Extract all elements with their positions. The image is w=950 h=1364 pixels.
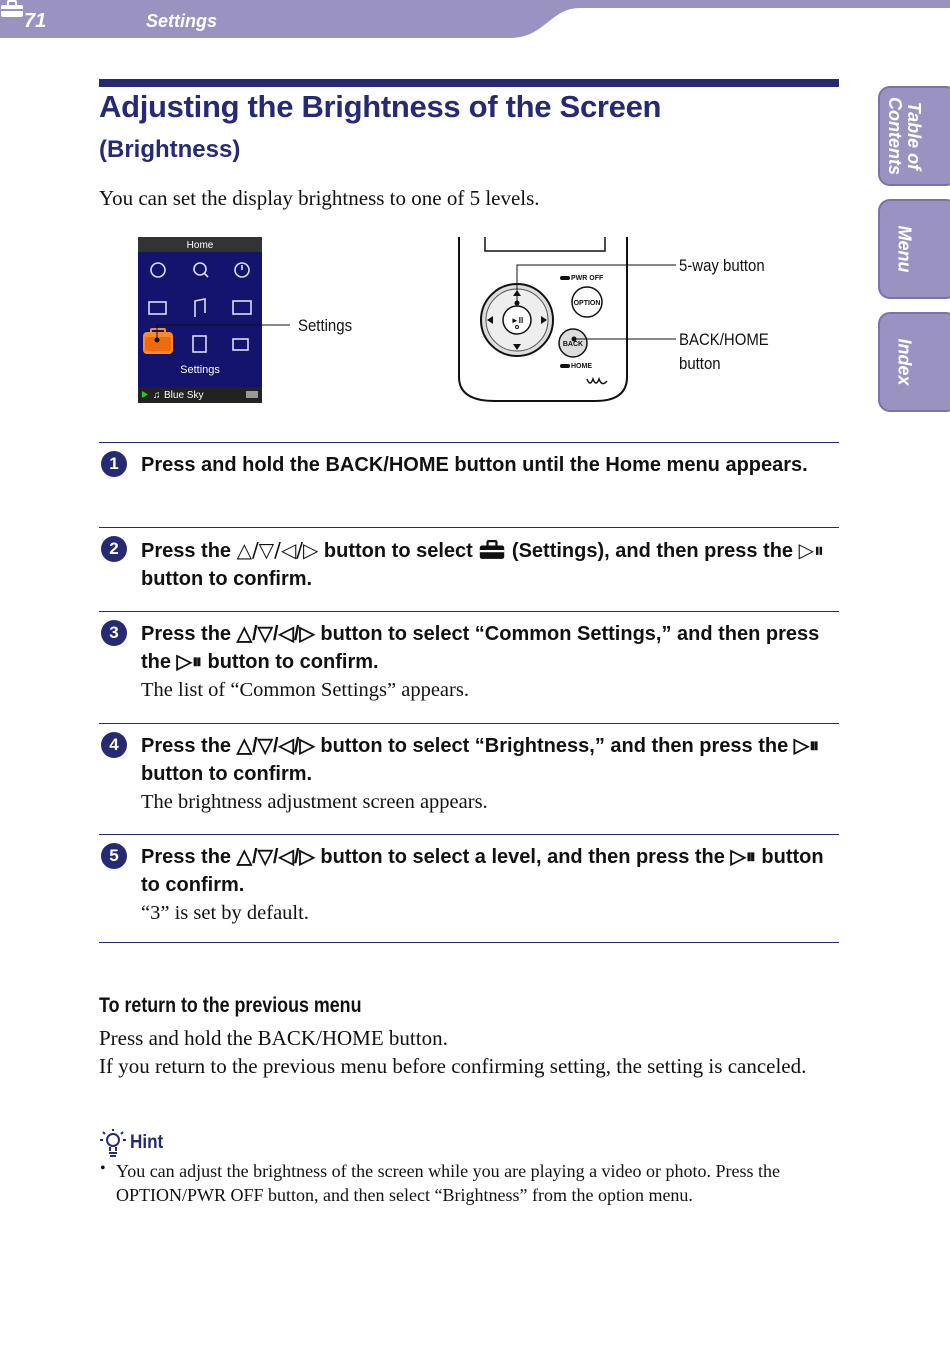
svg-text:►II: ►II — [510, 316, 524, 325]
steps-list — [99, 442, 839, 942]
page-title: Adjusting the Brightness of the Screen — [99, 89, 662, 124]
step-3 — [99, 611, 839, 723]
step-4 — [99, 723, 839, 834]
screen-header: Home — [186, 240, 214, 251]
hint-text: You can adjust the brightness of the screen while you are playing a video or photo. Press the OPTION/PWR OFF button, and then select “Brightness” from the option menu. — [116, 1161, 781, 1205]
lightbulb-icon — [99, 1127, 127, 1159]
step-title: Press the △/▽/◁/▷ button to select (Settings), and then press the ▷⏸ button to confirm. — [141, 538, 825, 590]
page-number: 71 — [24, 10, 47, 32]
step-1 — [99, 442, 839, 527]
step-desc: “3” is set by default. — [141, 902, 309, 924]
callout-settings: Settings — [298, 316, 353, 335]
hint-label: Hint — [130, 1132, 164, 1153]
tab-label: Table of Contents — [885, 97, 924, 175]
tab-label: Index — [894, 338, 915, 386]
return-line-2: If you return to the previous menu before confirming setting, the setting is canceled. — [99, 1053, 807, 1078]
step-title: Press the △/▽/◁/▷ button to select “Brightness,” and then press the ▷⏸ button to confirm. — [141, 735, 820, 785]
step-number: 4 — [101, 732, 127, 758]
page-subtitle: (Brightness) — [99, 136, 241, 163]
step-title: Press the △/▽/◁/▷ button to select a level, and then press the ▷⏸ button to confirm. — [141, 846, 824, 896]
header-section-title: Settings — [146, 11, 218, 31]
return-section-body — [99, 1025, 819, 1080]
screen-track: Blue Sky — [164, 390, 204, 401]
step-desc: The list of “Common Settings” appears. — [141, 679, 469, 701]
settings-icon — [478, 540, 506, 560]
callout-back-home: BACK/HOME button — [679, 330, 769, 373]
step-number: 3 — [101, 620, 127, 646]
screen-item: Settings — [180, 364, 220, 376]
home-label: HOME — [571, 363, 592, 370]
step-title: Press the △/▽/◁/▷ button to select “Common Settings,” and then press the ▷⏸ button to confirm. — [141, 623, 820, 673]
return-line-1: Press and hold the BACK/HOME button. — [99, 1026, 448, 1050]
callout-lines — [0, 0, 950, 420]
steps-bottom-rule — [99, 942, 839, 943]
intro-text: You can set the display brightness to one of 5 levels. — [99, 186, 540, 210]
tab-label: Menu — [894, 225, 915, 273]
callout-5way: 5-way button — [679, 256, 765, 275]
back-label: BACK — [562, 341, 584, 348]
svg-text:♫: ♫ — [153, 390, 161, 401]
step-desc: The brightness adjustment screen appears. — [141, 791, 488, 813]
step-number: 2 — [101, 536, 127, 562]
step-title: Press and hold the BACK/HOME button until the Home menu appears. — [141, 454, 808, 476]
step-2 — [99, 527, 839, 611]
option-label: OPTION — [573, 300, 601, 307]
step-number: 5 — [101, 843, 127, 869]
step-5 — [99, 834, 839, 942]
return-section-title: To return to the previous menu — [99, 994, 362, 1017]
pwr-off-label: PWR OFF — [571, 275, 604, 282]
bullet: • — [100, 1160, 106, 1177]
step-number: 1 — [101, 451, 127, 477]
